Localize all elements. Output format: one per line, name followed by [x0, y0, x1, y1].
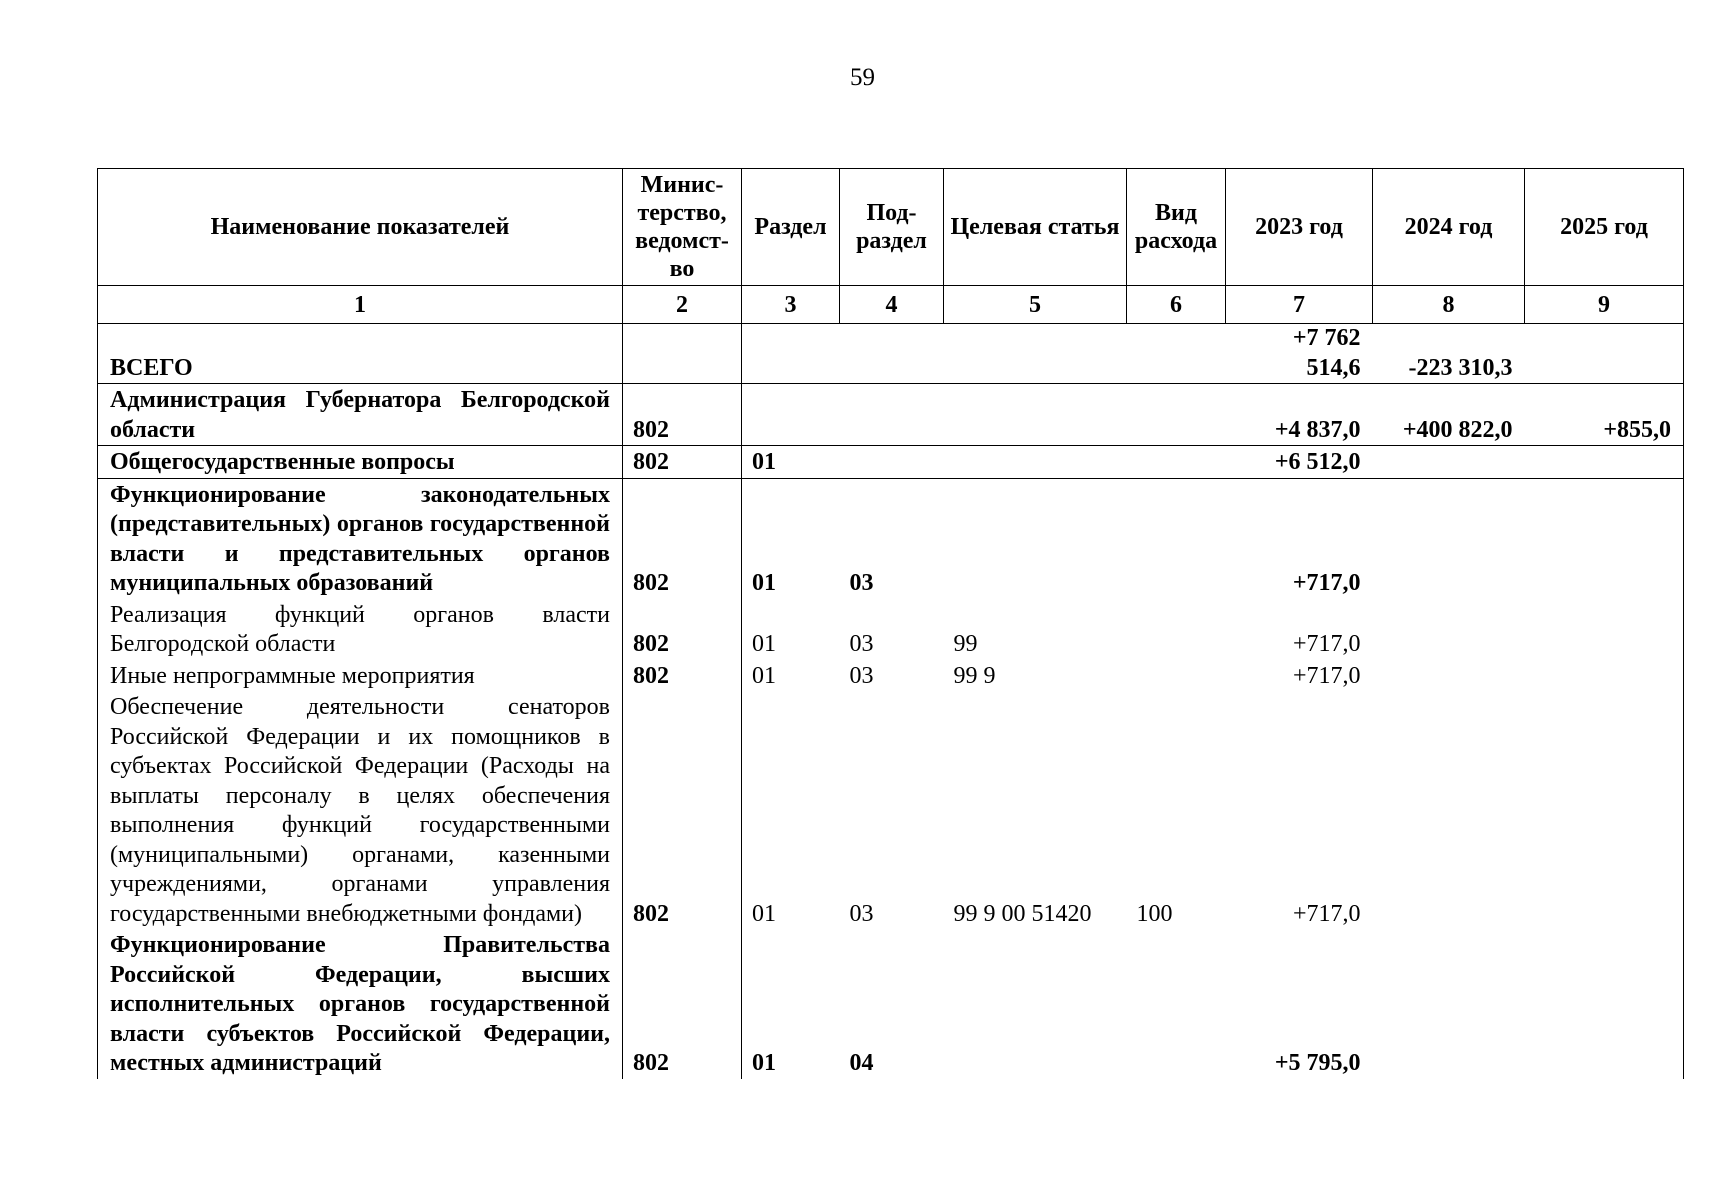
- row-name: Обеспечение деятельности сенаторов Российской Федерации и их помощников в субъектах Российской Федерации (Расходы на выплаты персоналу в целях обеспечения выполнения функций государственными (муниципальными) органами, казенными учреждениями, органами управления государственными внебюджетными фондами): [98, 691, 623, 929]
- row-target-article: [944, 324, 1127, 384]
- column-number: 5: [944, 286, 1127, 324]
- row-section: 01: [742, 478, 840, 599]
- table-header-row: [98, 169, 1684, 286]
- column-number-row: [98, 286, 1684, 324]
- row-expense-type: [1127, 660, 1226, 692]
- row-section: 01: [742, 599, 840, 660]
- row-target-article: 99: [953, 631, 978, 657]
- row-2024: [1373, 478, 1525, 599]
- table-row: [98, 384, 1684, 446]
- table-row: [98, 599, 1684, 660]
- column-number: 3: [742, 286, 840, 324]
- column-number: 1: [98, 286, 623, 324]
- row-name: Общегосударственные вопросы: [98, 446, 623, 479]
- row-2023: +717,0: [1292, 900, 1361, 927]
- row-section: 01: [742, 929, 840, 1079]
- row-target-article: [944, 478, 1127, 599]
- row-name: ВСЕГО: [98, 324, 623, 384]
- table-row: [98, 691, 1684, 929]
- row-2025: [1525, 599, 1684, 660]
- header-ministry: Минис-терство, ведомст-во: [623, 169, 742, 286]
- row-2025: [1525, 446, 1684, 479]
- column-number: 8: [1373, 286, 1525, 324]
- row-ministry: 802: [623, 446, 742, 479]
- row-target-article: [944, 384, 1127, 446]
- header-name: Наименование показателей: [98, 169, 623, 286]
- row-2025: [1525, 478, 1684, 599]
- table-row: [98, 478, 1684, 599]
- column-number: 9: [1525, 286, 1684, 324]
- column-number: 4: [840, 286, 944, 324]
- row-expense-type: [1127, 478, 1226, 599]
- row-2024: +400 822,0: [1373, 384, 1525, 446]
- header-subsection: Под-раздел: [840, 169, 944, 286]
- column-number: 6: [1127, 286, 1226, 324]
- row-2024: [1373, 691, 1525, 929]
- row-2025: [1525, 660, 1684, 692]
- row-subsection: [840, 324, 944, 384]
- row-expense-type: [1127, 929, 1226, 1079]
- row-section: [742, 324, 840, 384]
- row-target-article: [944, 446, 1127, 479]
- header-2024: 2024 год: [1373, 169, 1525, 286]
- column-number: 2: [623, 286, 742, 324]
- row-2023: +7 762 514,6: [1226, 324, 1373, 384]
- row-name: Реализация функций органов власти Белгородской области: [98, 599, 623, 660]
- row-2024: -223 310,3: [1373, 324, 1525, 384]
- header-expense-type: Вид расхода: [1127, 169, 1226, 286]
- table-row: [98, 929, 1684, 1079]
- row-name: Функционирование Правительства Российской Федерации, высших исполнительных органов государственной власти субъектов Российской Федерации, местных администраций: [98, 929, 623, 1079]
- row-2024: [1373, 446, 1525, 479]
- row-section: 01: [742, 660, 840, 692]
- row-target-article: [944, 929, 1127, 1079]
- row-2025: +855,0: [1525, 384, 1684, 446]
- row-2025: [1525, 691, 1684, 929]
- row-expense-type: [1127, 324, 1226, 384]
- row-subsection: 03: [849, 631, 874, 657]
- row-section: 01: [742, 446, 840, 479]
- row-subsection: [840, 446, 944, 479]
- row-ministry: 802: [623, 660, 742, 692]
- table-row: [98, 446, 1684, 479]
- row-subsection: 04: [849, 1050, 874, 1076]
- row-ministry: 802: [623, 478, 742, 599]
- row-section: [742, 384, 840, 446]
- row-expense-type: [1127, 384, 1226, 446]
- row-name: Функционирование законодательных (представительных) органов государственной власти и представительных органов муниципальных образований: [98, 478, 623, 599]
- row-name: Администрация Губернатора Белгородской области: [98, 384, 623, 446]
- row-subsection: 03: [849, 900, 874, 927]
- row-2024: [1373, 660, 1525, 692]
- row-ministry: [623, 324, 742, 384]
- header-target-article: Целевая статья: [944, 169, 1127, 286]
- row-2023: +717,0: [1292, 631, 1361, 657]
- row-ministry: 802: [623, 384, 742, 446]
- row-2024: [1373, 929, 1525, 1079]
- row-2023: +717,0: [1292, 570, 1361, 596]
- row-2023: +4 837,0: [1226, 384, 1373, 446]
- table-row: [98, 324, 1684, 384]
- row-target-article: 99 9 00 51420: [953, 900, 1092, 927]
- row-target-article: 99 9: [953, 662, 996, 689]
- budget-table: [97, 168, 1684, 1079]
- header-section: Раздел: [742, 169, 840, 286]
- row-expense-type: [1127, 599, 1226, 660]
- row-2025: [1525, 929, 1684, 1079]
- row-ministry: 802: [623, 691, 742, 929]
- page-number: 59: [850, 64, 875, 91]
- row-2024: [1373, 599, 1525, 660]
- table-row: [98, 660, 1684, 692]
- row-subsection: 03: [849, 570, 874, 596]
- row-subsection: [840, 384, 944, 446]
- row-ministry: 802: [623, 599, 742, 660]
- row-section: 01: [742, 691, 840, 929]
- column-number: 7: [1226, 286, 1373, 324]
- row-subsection: 03: [849, 662, 874, 689]
- row-expense-type: 100: [1136, 900, 1173, 927]
- row-2025: [1525, 324, 1684, 384]
- row-expense-type: [1127, 446, 1226, 479]
- row-name: Иные непрограммные мероприятия: [98, 660, 623, 692]
- header-2023: 2023 год: [1226, 169, 1373, 286]
- row-ministry: 802: [623, 929, 742, 1079]
- row-2023: +6 512,0: [1226, 446, 1373, 479]
- header-2025: 2025 год: [1525, 169, 1684, 286]
- row-2023: +5 795,0: [1274, 1050, 1361, 1076]
- row-2023: +717,0: [1292, 662, 1361, 689]
